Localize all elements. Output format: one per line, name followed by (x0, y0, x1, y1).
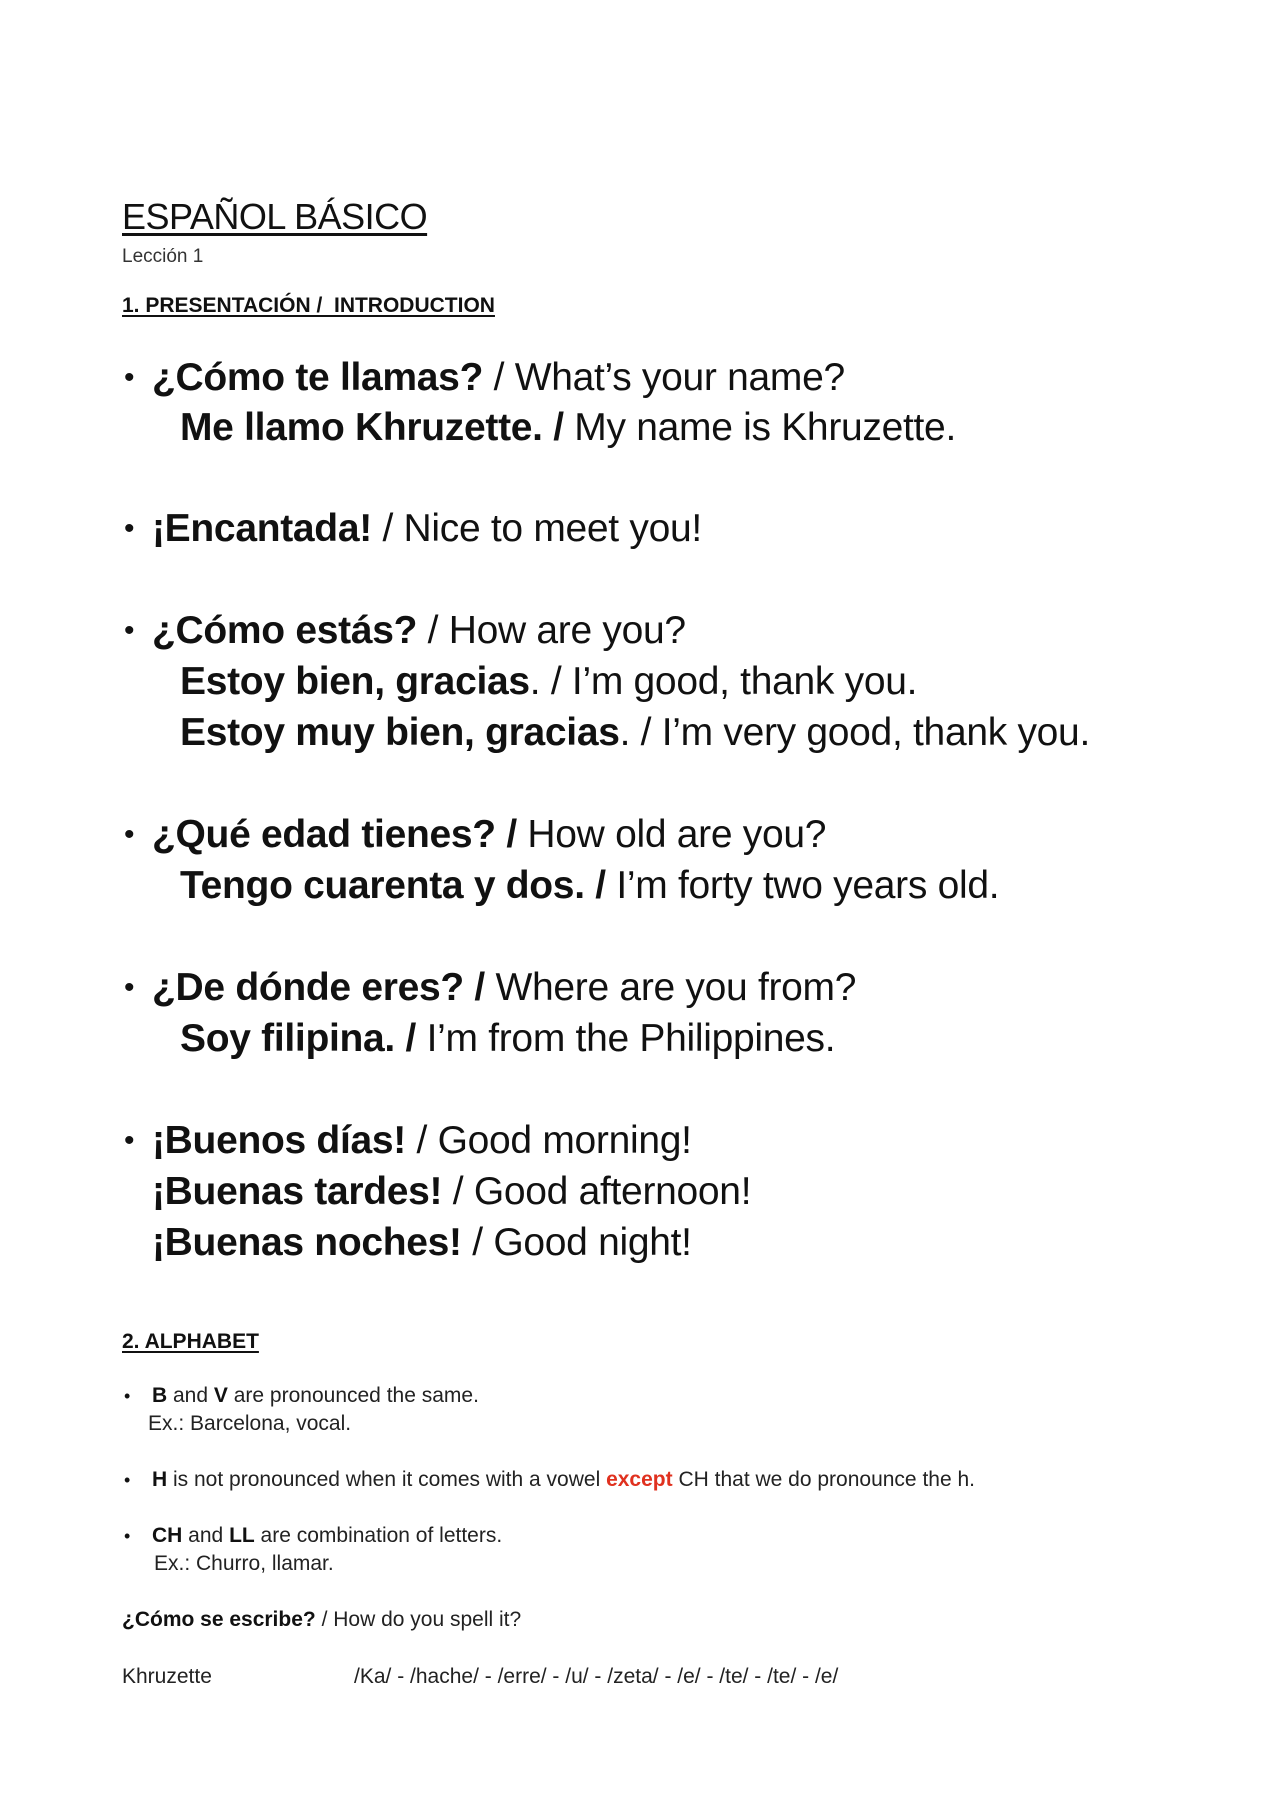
phrase-es: ¿Cómo estás? (152, 609, 418, 652)
phrase-answer (152, 1219, 692, 1267)
phrase-en: . / I’m good, thank you. (529, 660, 918, 703)
bullet: • (124, 614, 135, 647)
spell-letters: /Ka/ - /hache/ - /erre/ - /u/ - /zeta/ - /e/ - /te/ - /te/ - /e/ (354, 1665, 839, 1688)
phrase-es: ¡Buenas tardes! (152, 1170, 443, 1213)
phrase-question (152, 811, 826, 859)
phrase-answer (152, 1168, 751, 1216)
rule-text: is not pronounced when it comes with a vowel (167, 1468, 607, 1491)
phrase-es: ¡Encantada! (152, 507, 372, 550)
phrase-es: ¿Qué edad tienes? / (152, 813, 517, 856)
phrase-es: Estoy muy bien, gracias (180, 711, 620, 754)
page-title: ESPAÑOL BÁSICO (122, 196, 428, 237)
alphabet-rule (152, 1382, 479, 1410)
bullet: • (124, 1470, 131, 1490)
except-highlight: except (606, 1468, 673, 1491)
phrase-en: How old are you? (516, 813, 827, 856)
rule-text: and (167, 1384, 214, 1407)
phrase-question (152, 1117, 692, 1165)
phrase-en: / Good night! (461, 1221, 692, 1264)
phrase-answer (180, 658, 917, 706)
spell-word: Khruzette (122, 1665, 212, 1688)
letter: CH (152, 1524, 183, 1547)
rule-text: and (182, 1524, 230, 1547)
letter: V (213, 1384, 228, 1407)
bullet: • (124, 818, 135, 851)
phrase-es: ¡Buenas noches! (152, 1221, 462, 1264)
bullet: • (124, 512, 135, 545)
phrase-es: Me llamo Khruzette. / (180, 406, 564, 449)
alphabet-rule (152, 1466, 975, 1494)
rule-example: Ex.: Barcelona, vocal. (148, 1412, 352, 1435)
bullet: • (124, 1124, 135, 1157)
phrase-en: . / I’m very good, thank you. (619, 711, 1090, 754)
phrase-es: Tengo cuarenta y dos. / (180, 864, 606, 907)
phrase-answer (180, 404, 956, 452)
phrase-en: My name is Khruzette. (563, 406, 956, 449)
phrase-answer (180, 709, 1090, 757)
phrase-en: / How are you? (417, 609, 686, 652)
section-heading-alphabet: 2. ALPHABET (122, 1330, 259, 1353)
phrase-en: / Good afternoon! (442, 1170, 752, 1213)
phrase-es: ¿Cómo te llamas? (152, 356, 484, 399)
phrase-question (152, 505, 702, 553)
phrase-en: I’m from the Philippines. (416, 1017, 836, 1060)
rule-text: are pronounced the same. (227, 1384, 479, 1407)
spell-question-es: ¿Cómo se escribe? (122, 1608, 316, 1631)
lesson-subtitle: Lección 1 (122, 246, 204, 267)
rule-text: are combination of letters. (254, 1524, 503, 1547)
bullet: • (124, 1526, 131, 1546)
phrase-en: / Nice to meet you! (371, 507, 702, 550)
phrase-es: ¿De dónde eres? / (152, 966, 485, 1009)
phrase-question (152, 354, 845, 402)
alphabet-rule (152, 1522, 502, 1550)
phrase-en: I’m forty two years old. (605, 864, 1000, 907)
phrase-en: Where are you from? (484, 966, 857, 1009)
section-heading-introduction: 1. PRESENTACIÓN / INTRODUCTION (122, 294, 495, 317)
letter: LL (229, 1524, 255, 1547)
phrase-en: / Good morning! (405, 1119, 692, 1162)
letter: B (152, 1384, 168, 1407)
letter: H (152, 1468, 168, 1491)
phrase-es: Estoy bien, gracias (180, 660, 530, 703)
phrase-es: ¡Buenos días! (152, 1119, 406, 1162)
bullet: • (124, 971, 135, 1004)
spell-question-en: / How do you spell it? (315, 1608, 522, 1631)
bullet: • (124, 1386, 131, 1406)
bullet: • (124, 361, 135, 394)
phrase-answer (180, 862, 999, 910)
phrase-answer (180, 1015, 835, 1063)
rule-example: Ex.: Churro, llamar. (154, 1552, 334, 1575)
spell-question (122, 1606, 521, 1634)
phrase-en: / What’s your name? (483, 356, 845, 399)
phrase-question (152, 607, 686, 655)
rule-text: CH that we do pronounce the h. (672, 1468, 975, 1491)
phrase-es: Soy filipina. / (180, 1017, 417, 1060)
phrase-question (152, 964, 856, 1012)
